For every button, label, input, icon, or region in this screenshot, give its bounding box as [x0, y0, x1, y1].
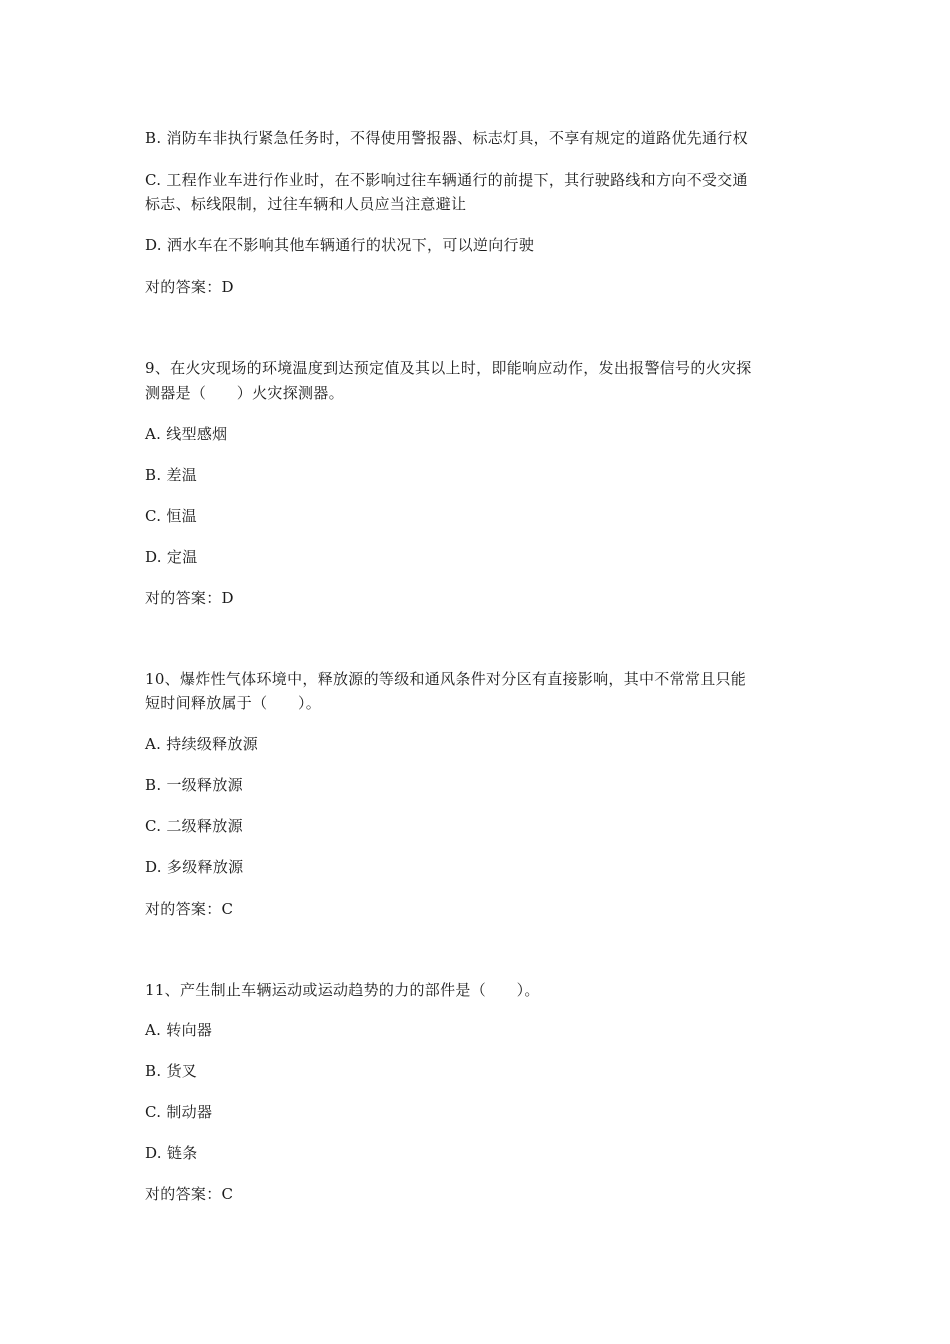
q10-option-a: A. 持续级释放源 [145, 735, 259, 753]
q11-option-b: B. 货叉 [145, 1062, 198, 1080]
q9-option-a: A. 线型感烟 [145, 425, 228, 443]
q10-option-d: D. 多级释放源 [145, 858, 244, 876]
q9-option-b: B. 差温 [145, 466, 198, 484]
q11-option-d: D. 链条 [145, 1144, 198, 1162]
q8-option-b: B. 消防车非执行紧急任务时，不得使用警报器、标志灯具，不享有规定的道路优先通行权 [145, 129, 748, 147]
q9-option-c: C. 恒温 [145, 507, 197, 525]
q11-answer: 对的答案：C [145, 1185, 234, 1203]
q10-option-b: B. 一级释放源 [145, 776, 243, 794]
q9-answer: 对的答案：D [145, 589, 234, 607]
q8-option-c-line2: 标志、标线限制，过往车辆和人员应当注意避让 [145, 195, 467, 213]
q10-answer: 对的答案：C [145, 900, 234, 918]
q11-option-c: C. 制动器 [145, 1103, 213, 1121]
q8-answer: 对的答案：D [145, 278, 234, 296]
q9-option-d: D. 定温 [145, 548, 198, 566]
q9-stem-line1: 9、在火灾现场的环境温度到达预定值及其以上时，即能响应动作，发出报警信号的火灾探 [145, 359, 752, 377]
q10-stem-line1: 10、爆炸性气体环境中，释放源的等级和通风条件对分区有直接影响，其中不常常且只能 [145, 670, 747, 688]
q11-stem: 11、产生制止车辆运动或运动趋势的力的部件是（ ）。 [145, 981, 540, 999]
q11-option-a: A. 转向器 [145, 1021, 213, 1039]
q10-option-c: C. 二级释放源 [145, 817, 243, 835]
q9-stem-line2: 测器是（ ）火灾探测器。 [145, 384, 344, 402]
q8-option-c-line1: C. 工程作业车进行作业时，在不影响过往车辆通行的前提下，其行驶路线和方向不受交通 [145, 171, 748, 189]
q8-option-d: D. 洒水车在不影响其他车辆通行的状况下，可以逆向行驶 [145, 236, 535, 254]
q10-stem-line2: 短时间释放属于（ ）。 [145, 694, 322, 712]
